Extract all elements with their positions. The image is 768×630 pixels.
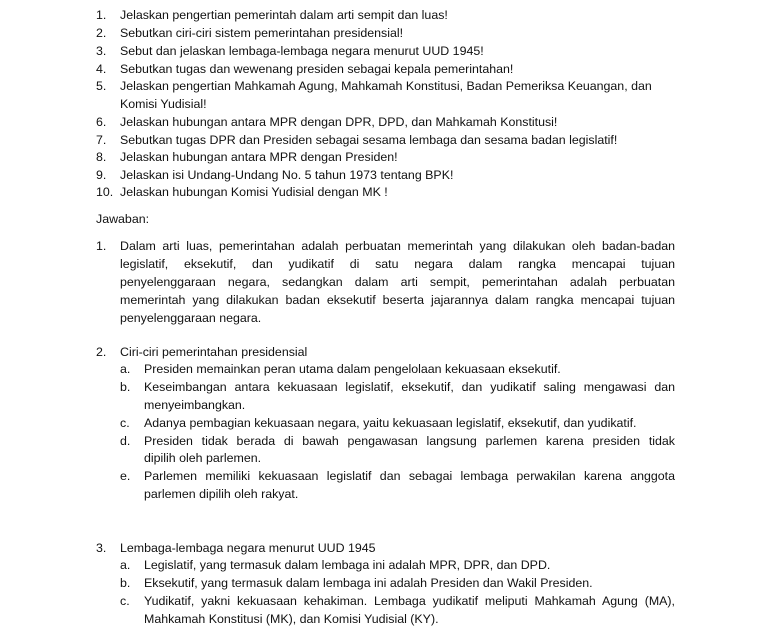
question-item bbox=[0, 148, 768, 166]
subitem-letter: b. bbox=[120, 380, 131, 394]
subitem-text: dipilih oleh parlemen. bbox=[144, 451, 262, 465]
answer-text: penyelenggaraan negara. bbox=[120, 311, 262, 325]
question-item bbox=[0, 183, 768, 201]
subitem-letter: d. bbox=[120, 434, 131, 448]
question-text: Jelaskan pengertian Mahkamah Agung, Mahkamah Konstitusi, Badan Pemeriksa Keuangan, dan bbox=[120, 79, 652, 93]
answer-heading: Ciri-ciri pemerintahan presidensial bbox=[120, 345, 308, 359]
subitem-text: Parlemen memiliki kekuasaan legislatif dan sebagai lembaga perwakilan karena anggota bbox=[144, 469, 675, 483]
subitem-text: Presiden memainkan peran utama dalam pengelolaan kekuasaan eksekutif. bbox=[144, 362, 561, 376]
question-text: Jelaskan hubungan antara MPR dengan Presiden! bbox=[120, 150, 398, 164]
answer-number: 2. bbox=[96, 345, 107, 359]
answer-subitem bbox=[0, 592, 768, 610]
question-item bbox=[0, 77, 768, 95]
answer-line bbox=[0, 291, 768, 309]
question-text: Sebutkan tugas DPR dan Presiden sebagai sesama lembaga dan sesama badan legislatif! bbox=[120, 133, 618, 147]
answer-text: penyelenggaraan negara, sedangkan dalam arti sempit, pemerintahan adalah perbuatan bbox=[120, 275, 675, 289]
question-text: Jelaskan isi Undang-Undang No. 5 tahun 1973 tentang BPK! bbox=[120, 168, 454, 182]
question-item-continuation bbox=[0, 95, 768, 113]
question-text: Jelaskan hubungan Komisi Yudisial dengan MK ! bbox=[120, 185, 388, 199]
answers-heading bbox=[0, 210, 768, 228]
question-item bbox=[0, 131, 768, 149]
answer-subitem bbox=[0, 556, 768, 574]
answers-label: Jawaban: bbox=[96, 212, 150, 226]
answer-subitem bbox=[0, 360, 768, 378]
question-item bbox=[0, 60, 768, 78]
question-number: 10. bbox=[96, 185, 114, 199]
question-item bbox=[0, 6, 768, 24]
answer-text: memerintah yang dilakukan badan eksekutif beserta jajarannya dalam rangka mencapai tujuan bbox=[120, 293, 675, 307]
subitem-letter: b. bbox=[120, 576, 131, 590]
subitem-text: Adanya pembagian kekuasaan negara, yaitu kekuasaan legislatif, eksekutif, dan yudikatif. bbox=[144, 416, 637, 430]
question-number: 3. bbox=[96, 44, 107, 58]
answer-subitem-continuation bbox=[0, 610, 768, 628]
question-item bbox=[0, 24, 768, 42]
answer-line bbox=[0, 237, 768, 255]
question-text: Sebut dan jelaskan lembaga-lembaga negara menurut UUD 1945! bbox=[120, 44, 484, 58]
question-number: 6. bbox=[96, 115, 107, 129]
question-number: 4. bbox=[96, 62, 107, 76]
answer-line bbox=[0, 273, 768, 291]
subitem-letter: e. bbox=[120, 469, 131, 483]
answer-line bbox=[0, 255, 768, 273]
subitem-text: Legislatif, yang termasuk dalam lembaga ini adalah MPR, DPR, dan DPD. bbox=[144, 558, 551, 572]
subitem-letter: c. bbox=[120, 416, 130, 430]
subitem-text: Eksekutif, yang termasuk dalam lembaga ini adalah Presiden dan Wakil Presiden. bbox=[144, 576, 593, 590]
answer-text: legislatif, eksekutif, dan yudikatif di satu negara dalam rangka mencapai tujuan bbox=[120, 257, 675, 271]
subitem-letter: a. bbox=[120, 558, 131, 572]
answer-subitem-continuation bbox=[0, 396, 768, 414]
question-item bbox=[0, 42, 768, 60]
subitem-text: Mahkamah Konstitusi (MK), dan Komisi Yudisial (KY). bbox=[144, 612, 439, 626]
answer-number: 1. bbox=[96, 239, 107, 253]
answer-line bbox=[0, 309, 768, 327]
question-text: Jelaskan hubungan antara MPR dengan DPR, DPD, dan Mahkamah Konstitusi! bbox=[120, 115, 558, 129]
subitem-letter: c. bbox=[120, 594, 130, 608]
subitem-text: Keseimbangan antara kekuasaan legislatif, eksekutif, dan yudikatif saling mengawasi dan bbox=[144, 380, 675, 394]
question-number: 1. bbox=[96, 8, 107, 22]
answer-subitem bbox=[0, 378, 768, 396]
subitem-text: Presiden tidak berada di bawah pengawasan langsung parlemen karena presiden tidak bbox=[144, 434, 675, 448]
question-text: Komisi Yudisial! bbox=[120, 97, 207, 111]
answer-subitem bbox=[0, 432, 768, 450]
answer-subitem bbox=[0, 467, 768, 485]
answer-heading: Lembaga-lembaga negara menurut UUD 1945 bbox=[120, 541, 376, 555]
subitem-text: parlemen dipilih oleh rakyat. bbox=[144, 487, 299, 501]
question-item bbox=[0, 113, 768, 131]
answer-heading-line bbox=[0, 539, 768, 557]
answer-subitem-continuation bbox=[0, 449, 768, 467]
question-number: 5. bbox=[96, 79, 107, 93]
answer-text: Dalam arti luas, pemerintahan adalah perbuatan memerintah yang dilakukan oleh badan-badan bbox=[120, 239, 675, 253]
question-number: 8. bbox=[96, 150, 107, 164]
subitem-text: menyeimbangkan. bbox=[144, 398, 246, 412]
question-item bbox=[0, 166, 768, 184]
question-text: Sebutkan tugas dan wewenang presiden sebagai kepala pemerintahan! bbox=[120, 62, 514, 76]
question-number: 7. bbox=[96, 133, 107, 147]
answer-subitem bbox=[0, 414, 768, 432]
answer-subitem-continuation bbox=[0, 485, 768, 503]
answer-subitem bbox=[0, 574, 768, 592]
question-number: 2. bbox=[96, 26, 107, 40]
subitem-letter: a. bbox=[120, 362, 131, 376]
answer-number: 3. bbox=[96, 541, 107, 555]
question-text: Jelaskan pengertian pemerintah dalam arti sempit dan luas! bbox=[120, 8, 448, 22]
answer-heading-line bbox=[0, 343, 768, 361]
question-number: 9. bbox=[96, 168, 107, 182]
subitem-text: Yudikatif, yakni kekuasaan kehakiman. Lembaga yudikatif meliputi Mahkamah Agung (MA), bbox=[144, 594, 675, 608]
question-text: Sebutkan ciri-ciri sistem pemerintahan presidensial! bbox=[120, 26, 404, 40]
